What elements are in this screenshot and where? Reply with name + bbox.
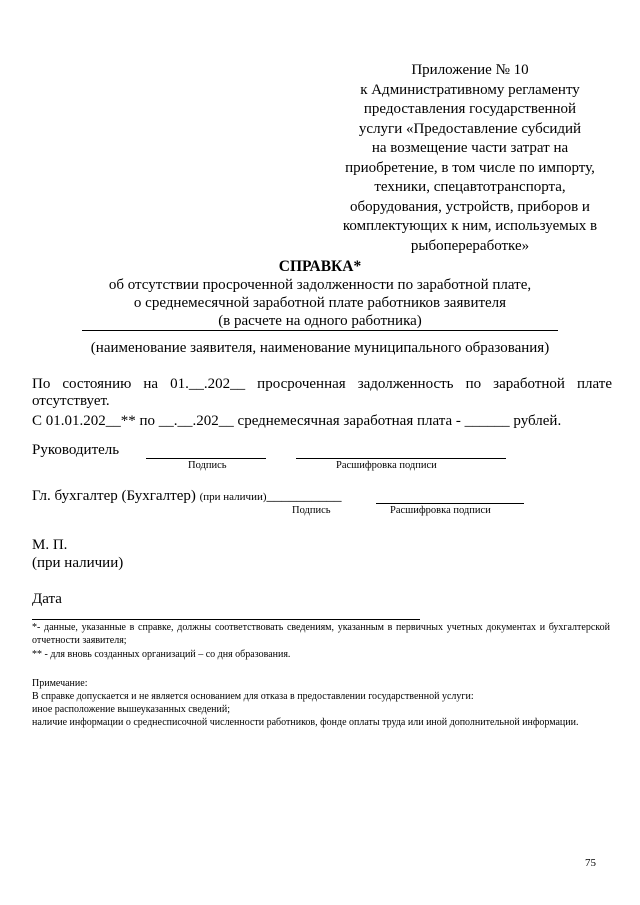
statement-paragraph (32, 376, 612, 430)
notes-heading: Примечание: (32, 678, 88, 689)
document-subtitle-line: о среднемесячной заработной плате работников заявителя (133, 295, 507, 311)
footnote-1: *- данные, указанные в справке, должны соответствовать сведениям, указанным в первичных учетных документах и бухгалтерской отчетности заявителя; (32, 622, 610, 646)
head-signature-line (146, 458, 266, 459)
accountant-blank: __________ (266, 488, 342, 504)
statement-line: По состоянию на 01.__.202__ просроченная задолженность по заработной плате (32, 376, 612, 392)
page-number: 75 (585, 857, 596, 869)
document-subtitle-line: об отсутствии просроченной задолженности по заработной плате, (108, 277, 532, 293)
accountant-label-row (32, 488, 342, 505)
seal-note: (при наличии) (32, 555, 124, 571)
appendix-line: рыбопереработке» (410, 237, 530, 254)
appendix-line: комплектующих к ним, используемых в (342, 218, 598, 234)
accountant-decoding-line (376, 503, 524, 504)
appendix-line: на возмещение части затрат на (371, 140, 569, 156)
accountant-label: Гл. бухгалтер (Бухгалтер) (32, 488, 196, 504)
statement-line: С 01.01.202__** по __.__.202__ среднемесячная заработная плата - ______ рублей. (32, 413, 562, 429)
footnote-2: ** - для вновь созданных организаций – со дня образования. (32, 649, 291, 660)
head-decoding-line (296, 458, 506, 459)
accountant-decoding-caption: Расшифровка подписи (390, 505, 491, 516)
appendix-line: приобретение, в том числе по импорту, (345, 159, 595, 176)
document-title: СПРАВКА* (278, 258, 362, 275)
appendix-line: предоставления государственной (363, 101, 577, 117)
applicant-caption: (наименование заявителя, наименование муниципального образования) (90, 340, 550, 356)
notes-line: наличие информации о среднесписочной численности работников, фонде оплаты труда или иной дополнительной информации. (32, 717, 579, 728)
head-decoding-caption: Расшифровка подписи (336, 460, 437, 471)
applicant-name-line (82, 330, 558, 331)
notes-line: иное расположение вышеуказанных сведений; (32, 704, 231, 715)
seal-label: М. П. (32, 537, 68, 553)
appendix-line: услуги «Предоставление субсидий (358, 120, 582, 137)
appendix-line: к Административному регламенту (360, 81, 580, 98)
footnote-rule (32, 619, 420, 620)
appendix-line: техники, спецавтотранспорта, (374, 179, 566, 195)
head-label: Руководитель (32, 442, 120, 458)
statement-line: отсутствует. (32, 393, 110, 409)
accountant-label-note: (при наличии) (199, 491, 267, 503)
notes-line: В справке допускается и не является основанием для отказа в предоставлении государственной услуги: (32, 691, 474, 702)
appendix-line: Приложение № 10 (411, 62, 529, 78)
appendix-line: оборудования, устройств, приборов и (350, 198, 590, 215)
accountant-signature-caption: Подпись (292, 505, 331, 516)
notes-block (32, 677, 610, 729)
document-subtitle-line: (в расчете на одного работника) (218, 313, 422, 329)
head-signature-caption: Подпись (188, 460, 227, 471)
document-title-block (60, 257, 580, 330)
date-label: Дата (32, 591, 62, 607)
appendix-header (330, 61, 610, 256)
